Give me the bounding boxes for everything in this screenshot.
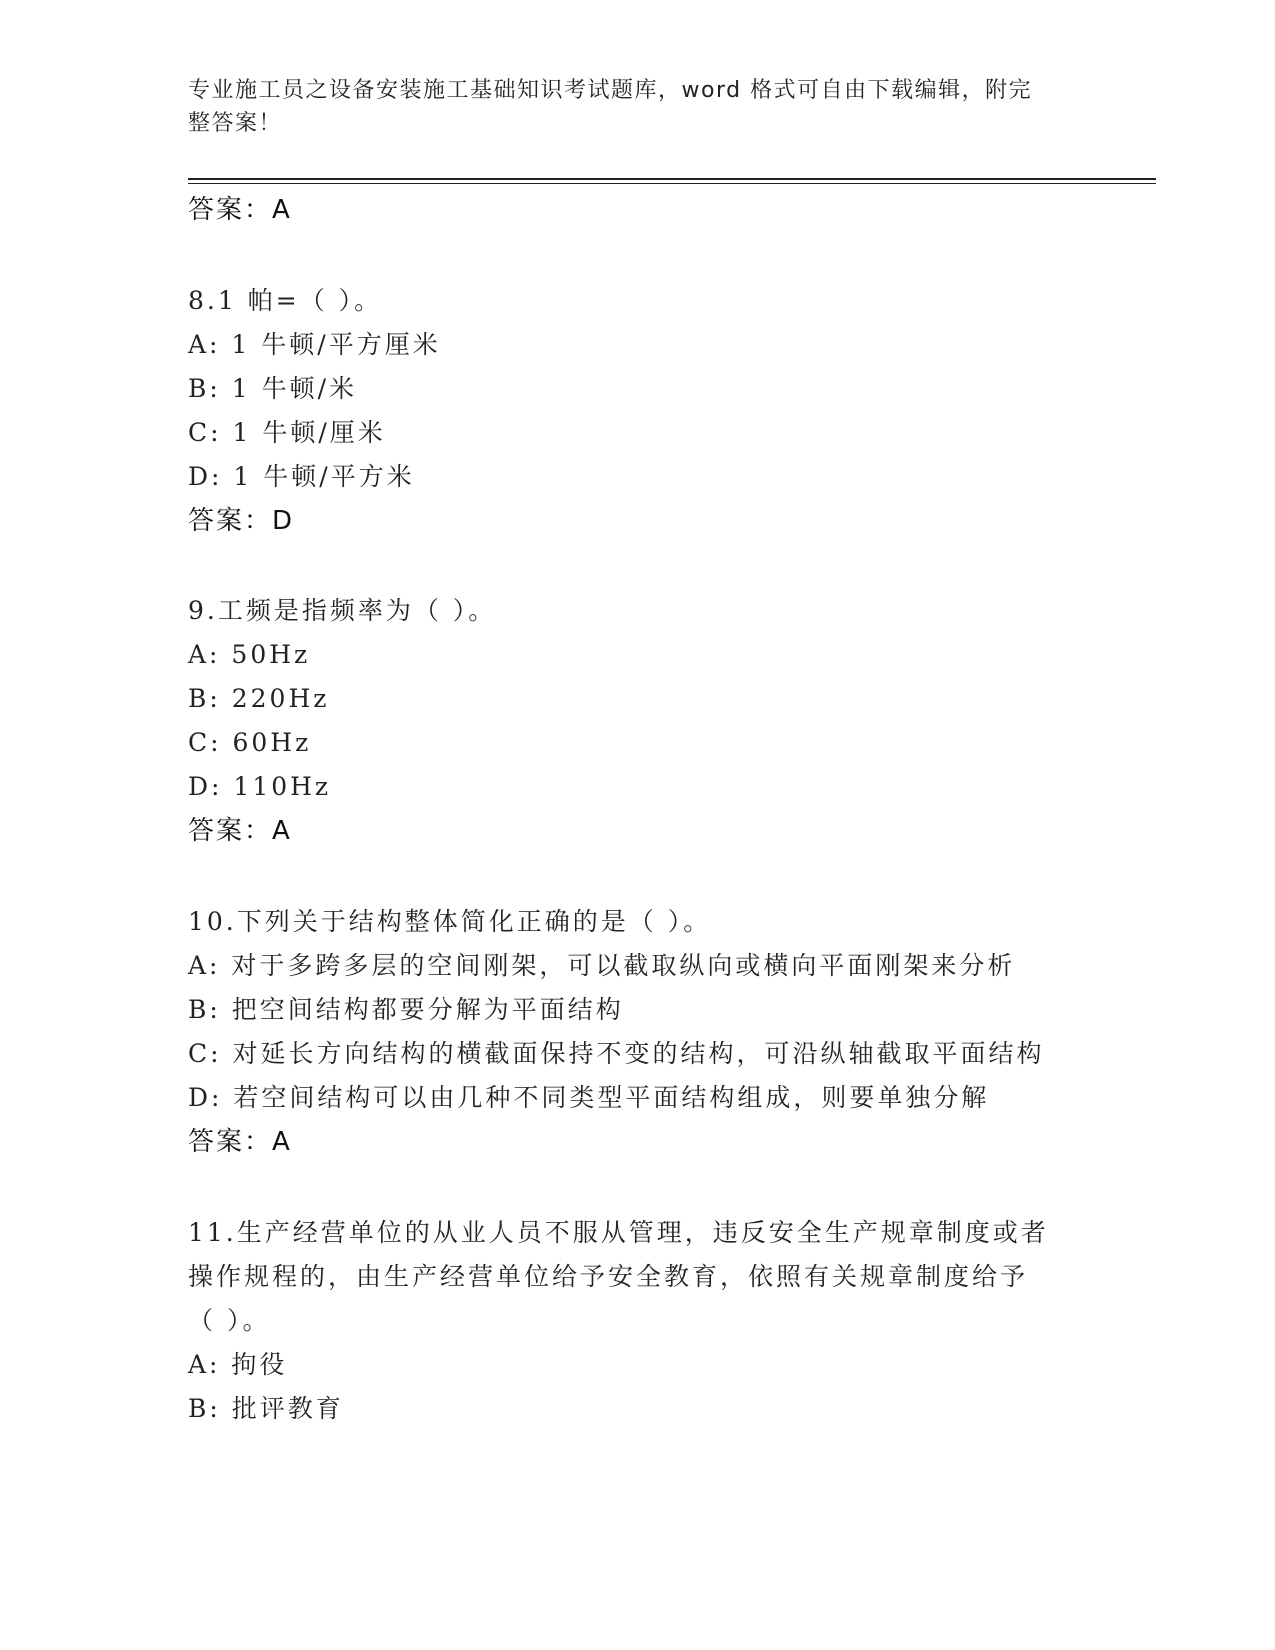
answer-line: 答案：A — [188, 195, 292, 225]
header-line-2: 整答案！ — [188, 111, 283, 136]
option-a: A: 50Hz — [188, 640, 311, 669]
option-a: A: 1 牛顿/平方厘米 — [188, 330, 441, 359]
header-line-1: 专业施工员之设备安装施工基础知识考试题库，word 格式可自由下载编辑，附完 — [188, 78, 1033, 103]
question-stem-line-3: （ ）。 — [188, 1306, 271, 1335]
question-stem: 8.1 帕=（ ）。 — [188, 286, 383, 315]
option-d: D: 110Hz — [188, 772, 332, 801]
question-stem-line-1: 11.生产经营单位的从业人员不服从管理，违反安全生产规章制度或者 — [188, 1218, 1049, 1247]
question-stem-line-2: 操作规程的，由生产经营单位给予安全教育，依照有关规章制度给予 — [188, 1262, 1029, 1291]
answer-line: 答案：A — [188, 816, 292, 846]
answer-line: 答案：D — [188, 506, 295, 536]
option-a: A: 对于多跨多层的空间刚架，可以截取纵向或横向平面刚架来分析 — [188, 951, 1016, 980]
document-header — [188, 74, 1068, 140]
option-d: D: 1 牛顿/平方米 — [188, 462, 415, 491]
option-b: B: 把空间结构都要分解为平面结构 — [188, 995, 624, 1024]
option-c: C: 1 牛顿/厘米 — [188, 418, 386, 447]
option-b: B: 220Hz — [188, 684, 330, 713]
option-b: B: 批评教育 — [188, 1394, 344, 1423]
answer-line: 答案：A — [188, 1127, 292, 1157]
option-c: C: 60Hz — [188, 728, 312, 757]
option-c: C: 对延长方向结构的横截面保持不变的结构，可沿纵轴截取平面结构 — [188, 1039, 1045, 1068]
question-stem: 10.下列关于结构整体简化正确的是（ ）。 — [188, 907, 712, 936]
header-divider — [188, 178, 1156, 184]
option-a: A: 拘役 — [188, 1350, 288, 1379]
option-d: D: 若空间结构可以由几种不同类型平面结构组成，则要单独分解 — [188, 1083, 990, 1112]
question-stem: 9.工频是指频率为（ ）。 — [188, 596, 497, 625]
option-b: B: 1 牛顿/米 — [188, 374, 358, 403]
